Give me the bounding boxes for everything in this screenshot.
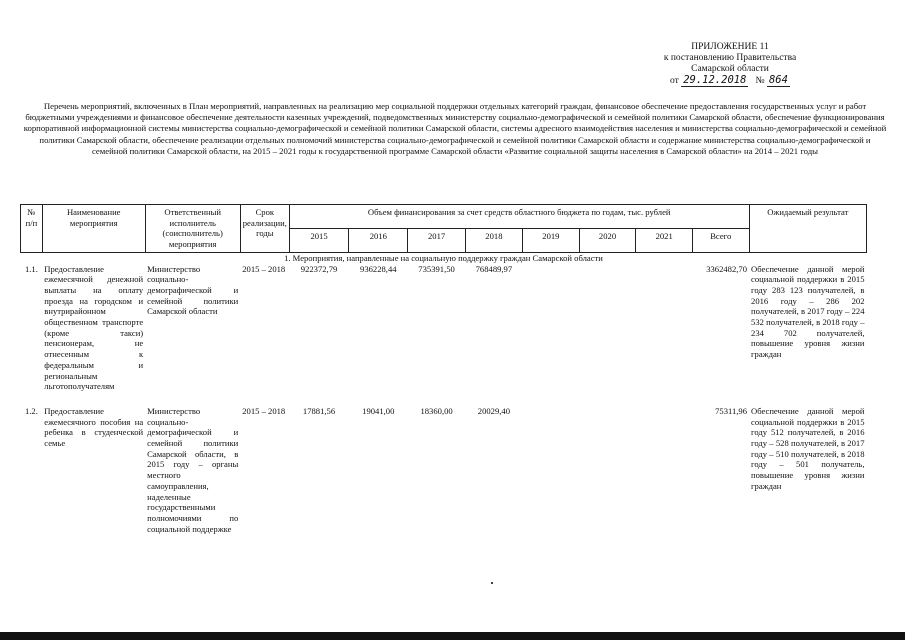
col-2015-header: 2015: [289, 228, 348, 252]
row-term: 2015 – 2018: [242, 405, 286, 416]
row-2016: 936228,44: [360, 263, 397, 274]
row-2020: [579, 406, 636, 534]
section-title: 1. Мероприятия, направленные на социальную поддержку граждан Самарской области: [21, 252, 867, 263]
row-2017: 735391,50: [418, 263, 455, 274]
row-executor: Министерство социально-демографической и семейной политики Самарской области, в 2015 году – органы местного самоуправления, наделенные государственными полномочиями по социальной поддержке: [147, 405, 239, 534]
row-2020: [579, 264, 636, 392]
col-executor-header: Ответственный исполнитель (соисполнитель) мероприятия: [145, 205, 240, 253]
row-2019: [523, 406, 580, 534]
document-heading: Перечень мероприятий, включенных в План мероприятий, направленных на реализацию мер социальной поддержки отдельных категорий граждан, финансовое обеспечение предоставления государственных услуг и работ бюджетными учреждениями и финансовое обеспечение деятельности казенных учреждений, подведомственных министерству социально-демографической и семейной политики Самарской области, обеспечение функционирования корпоративной информационной системы министерства социально-демографической и семейной политики Самарской области, системы адресного взаимодействия населения и министерства социально-демографической и семейной политики Самарской области, обеспечение реализации отдельных полномочий министерства социально-демографической и семейной политики Самарской области и содержание министерства социально-демографической и семейной политики Самарской области, на 2015 – 2021 годы к государственной программе Самарской области «Развитие социальной защиты населения в Самарской области» на 2014 – 2021 годы: [23, 101, 887, 156]
col-2021-header: 2021: [636, 228, 693, 252]
row-2015: 17881,56: [302, 405, 336, 416]
row-term: 2015 – 2018: [242, 263, 286, 274]
col-2016-header: 2016: [349, 228, 408, 252]
appendix-resolution: к постановлению Правительства: [663, 53, 797, 63]
row-name: Предоставление ежемесячной денежной выплаты на оплату проезда на городском и внутрирайонном общественном транспорте (кроме такси) пенсионерам, не отнесенным к федеральным и региональным льготополучателям: [44, 263, 144, 392]
row-2021: [636, 406, 693, 534]
col-2020-header: 2020: [579, 228, 636, 252]
col-total-header: Всего: [692, 228, 749, 252]
row-result: Обеспечение данной мерой социальной поддержки в 2015 году 512 получателей, в 2016 году – 528 получателей, в 2017 году – 510 получателей, в 2018 году – 501 получатель, повышение уровня жизни граждан: [751, 405, 865, 491]
appendix-region: Самарской области: [691, 64, 769, 74]
appendix-title: ПРИЛОЖЕНИЕ 11: [691, 42, 769, 52]
col-name-header: Наименование мероприятия: [42, 205, 145, 253]
col-2018-header: 2018: [465, 228, 522, 252]
row-2016: 19041,00: [362, 405, 395, 416]
row-num: 1.1.: [24, 263, 38, 274]
measures-table: [20, 204, 867, 534]
row-result: Обеспечение данной мерой социальной поддержки в 2015 году 283 123 получателей, в 2016 году – 286 202 получателей, в 2017 году – 224 532 получателей, в 2018 году – 234 702 получателей, повышение уровня жизни граждан: [751, 263, 865, 360]
scan-speck: [491, 582, 493, 584]
row-2018: 768489,97: [475, 263, 513, 274]
col-2017-header: 2017: [408, 228, 465, 252]
row-spacer: [21, 392, 867, 406]
col-term-header: Срок реализации, годы: [240, 205, 289, 253]
row-2015: 922372,79: [300, 263, 338, 274]
row-2018: 20029,40: [477, 405, 511, 416]
row-num: 1.2.: [24, 405, 38, 416]
col-num-header: № п/п: [21, 205, 43, 253]
row-name: Предоставление ежемесячного пособия на ребенка в студенческой семье: [44, 405, 144, 449]
handwritten-number: 864: [768, 74, 788, 86]
row-executor: Министерство социально-демографической и семейной политики Самарской области: [147, 263, 239, 317]
table-row: [21, 406, 867, 534]
header-row: [21, 205, 867, 229]
row-total: 75311,96: [715, 405, 748, 416]
from-label: от: [670, 76, 679, 86]
number-label: №: [755, 76, 765, 86]
col-result-header: Ожидаемый результат: [749, 205, 866, 253]
table-row: [21, 264, 867, 392]
row-2021: [636, 264, 693, 392]
appendix-date-line: [640, 75, 820, 87]
scan-bottom-edge: [0, 632, 905, 640]
handwritten-date: 29.12.2018: [683, 74, 747, 86]
row-total: 3362482,70: [706, 263, 748, 274]
row-2017: 18360,00: [420, 405, 453, 416]
appendix-block: [640, 42, 820, 87]
row-2019: [523, 264, 580, 392]
col-funding-header: Объем финансирования за счет средств областного бюджета по годам, тыс. рублей: [289, 205, 749, 229]
section-row: [21, 252, 867, 263]
col-2019-header: 2019: [523, 228, 580, 252]
